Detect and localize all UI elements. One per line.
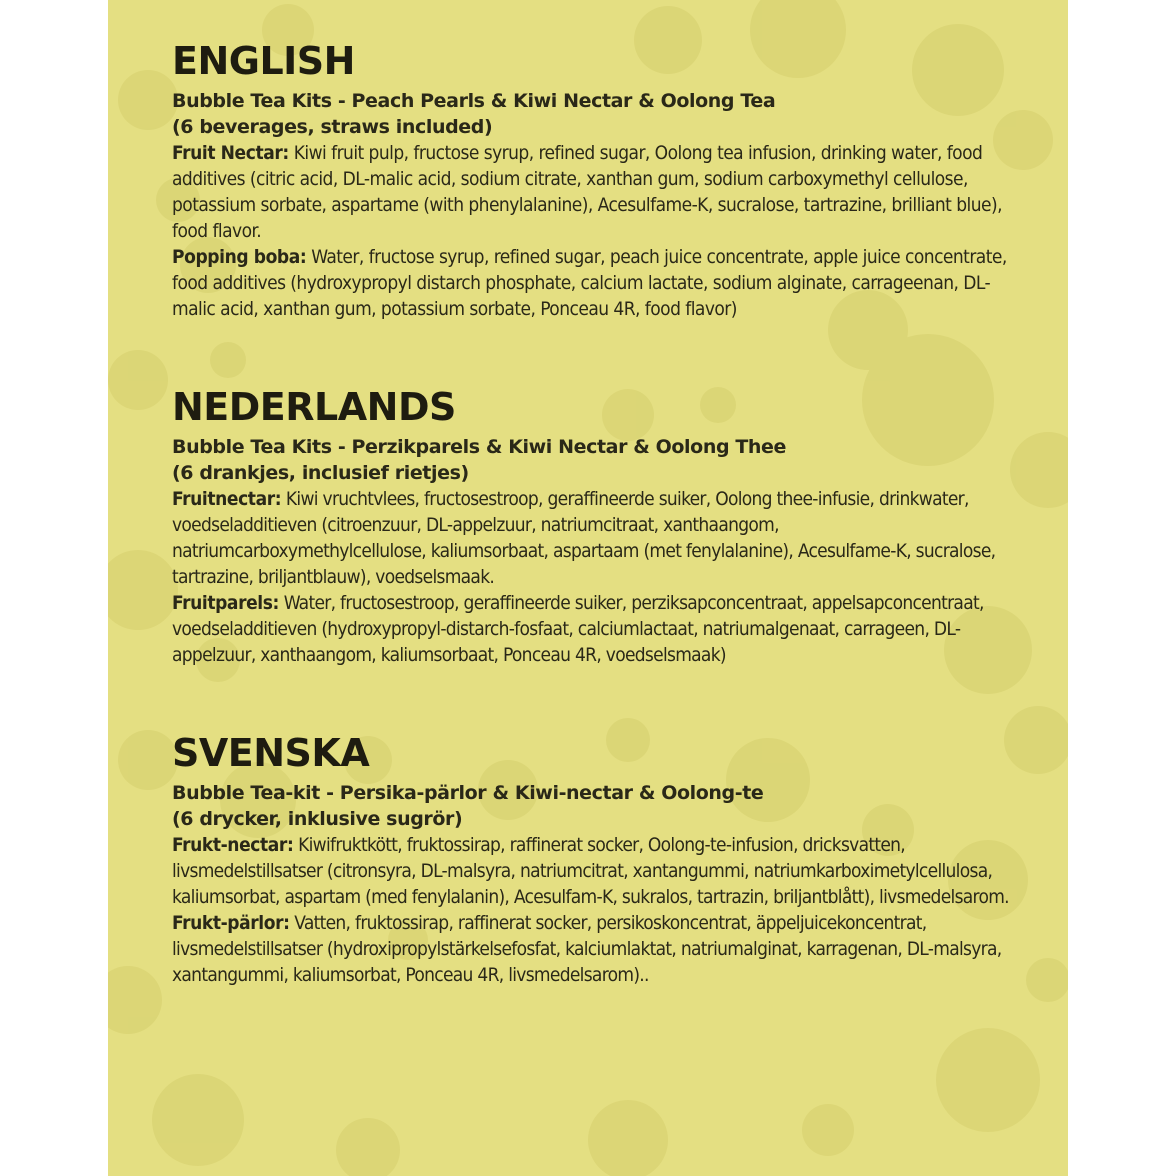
section-heading: NEDERLANDS — [172, 385, 456, 429]
ingredient-text: Kiwi vruchtvlees, fructosestroop, geraffineerde suiker, Oolong thee-infusie, drinkwater, voedseladditieven (citroenzuur, DL-appelzuur, natriumcitraat, xanthaangom, natriumcarboxymethylcellulose, kaliumsorbaat, aspartaam (met fenylalanine), Acesulfame-K, sucralose, tartrazine, briljantblauw), voedselsmaak. — [172, 488, 996, 588]
ingredient-label: Fruitnectar: — [172, 488, 282, 510]
ingredient-text: Water, fructose syrup, refined sugar, peach juice concentrate, apple juice concentrate, food additives (hydroxypropyl distarch phosphate, calcium lactate, sodium alginate, carrageenan, DL-malic acid, xanthan gum, potassium sorbate, Ponceau 4R, food flavor) — [172, 246, 1007, 320]
section-nederlands — [172, 384, 1032, 668]
ingredient-text: Kiwi fruit pulp, fructose syrup, refined sugar, Oolong tea infusion, drinking water, food additives (citric acid, DL-malic acid, sodium citrate, xanthan gum, sodium carboxymethyl cellulose, potassium sorbate, aspartame (with phenylalanine), Acesulfame-K, sucralose, tartrazine, brilliant blue), food flavor. — [172, 142, 1002, 242]
ingredient-label: Fruitparels: — [172, 592, 279, 614]
fruit-nectar-ingredients — [172, 486, 1032, 590]
popping-boba-ingredients — [172, 244, 1032, 322]
fruit-nectar-ingredients — [172, 832, 1032, 910]
ingredient-text: Water, fructosestroop, geraffineerde suiker, perziksapconcentraat, appelsapconcentraat, voedseladditieven (hydroxypropyl-distarch-fosfaat, calciumlactaat, natriumalgenaat, carrageen, DL-appelzuur, xanthaangom, kaliumsorbaat, Ponceau 4R, voedselsmaak) — [172, 592, 984, 666]
ingredient-label: Frukt-pärlor: — [172, 912, 290, 934]
kit-title-line-2: (6 drycker, inklusive sugrör) — [172, 808, 463, 830]
section-heading: ENGLISH — [172, 39, 355, 83]
popping-boba-ingredients — [172, 910, 1032, 988]
ingredients-content — [172, 38, 1032, 988]
kit-title-line-1: Bubble Tea Kits - Perzikparels & Kiwi Nectar & Oolong Thee — [172, 436, 787, 458]
kit-title-line-1: Bubble Tea Kits - Peach Pearls & Kiwi Nectar & Oolong Tea — [172, 90, 776, 112]
popping-boba-ingredients — [172, 590, 1032, 668]
kit-title-line-2: (6 drankjes, inclusief rietjes) — [172, 462, 469, 484]
ingredient-label: Frukt-nectar: — [172, 834, 294, 856]
ingredient-text: Vatten, fruktossirap, raffinerat socker, persikoskoncentrat, äppeljuicekoncentrat, livsmedelstillsatser (hydroxipropylstärkelsefosfat, kalciumlaktat, natriumalginat, karragenan, DL-malsyra, xantangummi, kaliumsorbat, Ponceau 4R, livsmedelsarom).. — [172, 912, 1002, 986]
ingredients-panel — [108, 0, 1068, 1176]
kit-title-line-1: Bubble Tea-kit - Persika-pärlor & Kiwi-nectar & Oolong-te — [172, 782, 764, 804]
ingredient-label: Fruit Nectar: — [172, 142, 289, 164]
ingredient-label: Popping boba: — [172, 246, 307, 268]
ingredient-text: Kiwifruktkött, fruktossirap, raffinerat socker, Oolong-te-infusion, dricksvatten, livsmedelstillsatser (citronsyra, DL-malsyra, natriumcitrat, xantangummi, natriumkarboximetylcellulosa, kaliumsorbat, aspartam (med fenylalanin), Acesulfam-K, sukralos, tartrazin, briljantblått), livsmedelsarom. — [172, 834, 1009, 908]
section-english — [172, 38, 1032, 322]
kit-title-line-2: (6 beverages, straws included) — [172, 116, 493, 138]
fruit-nectar-ingredients — [172, 140, 1032, 244]
section-svenska — [172, 730, 1032, 988]
section-heading: SVENSKA — [172, 731, 370, 775]
